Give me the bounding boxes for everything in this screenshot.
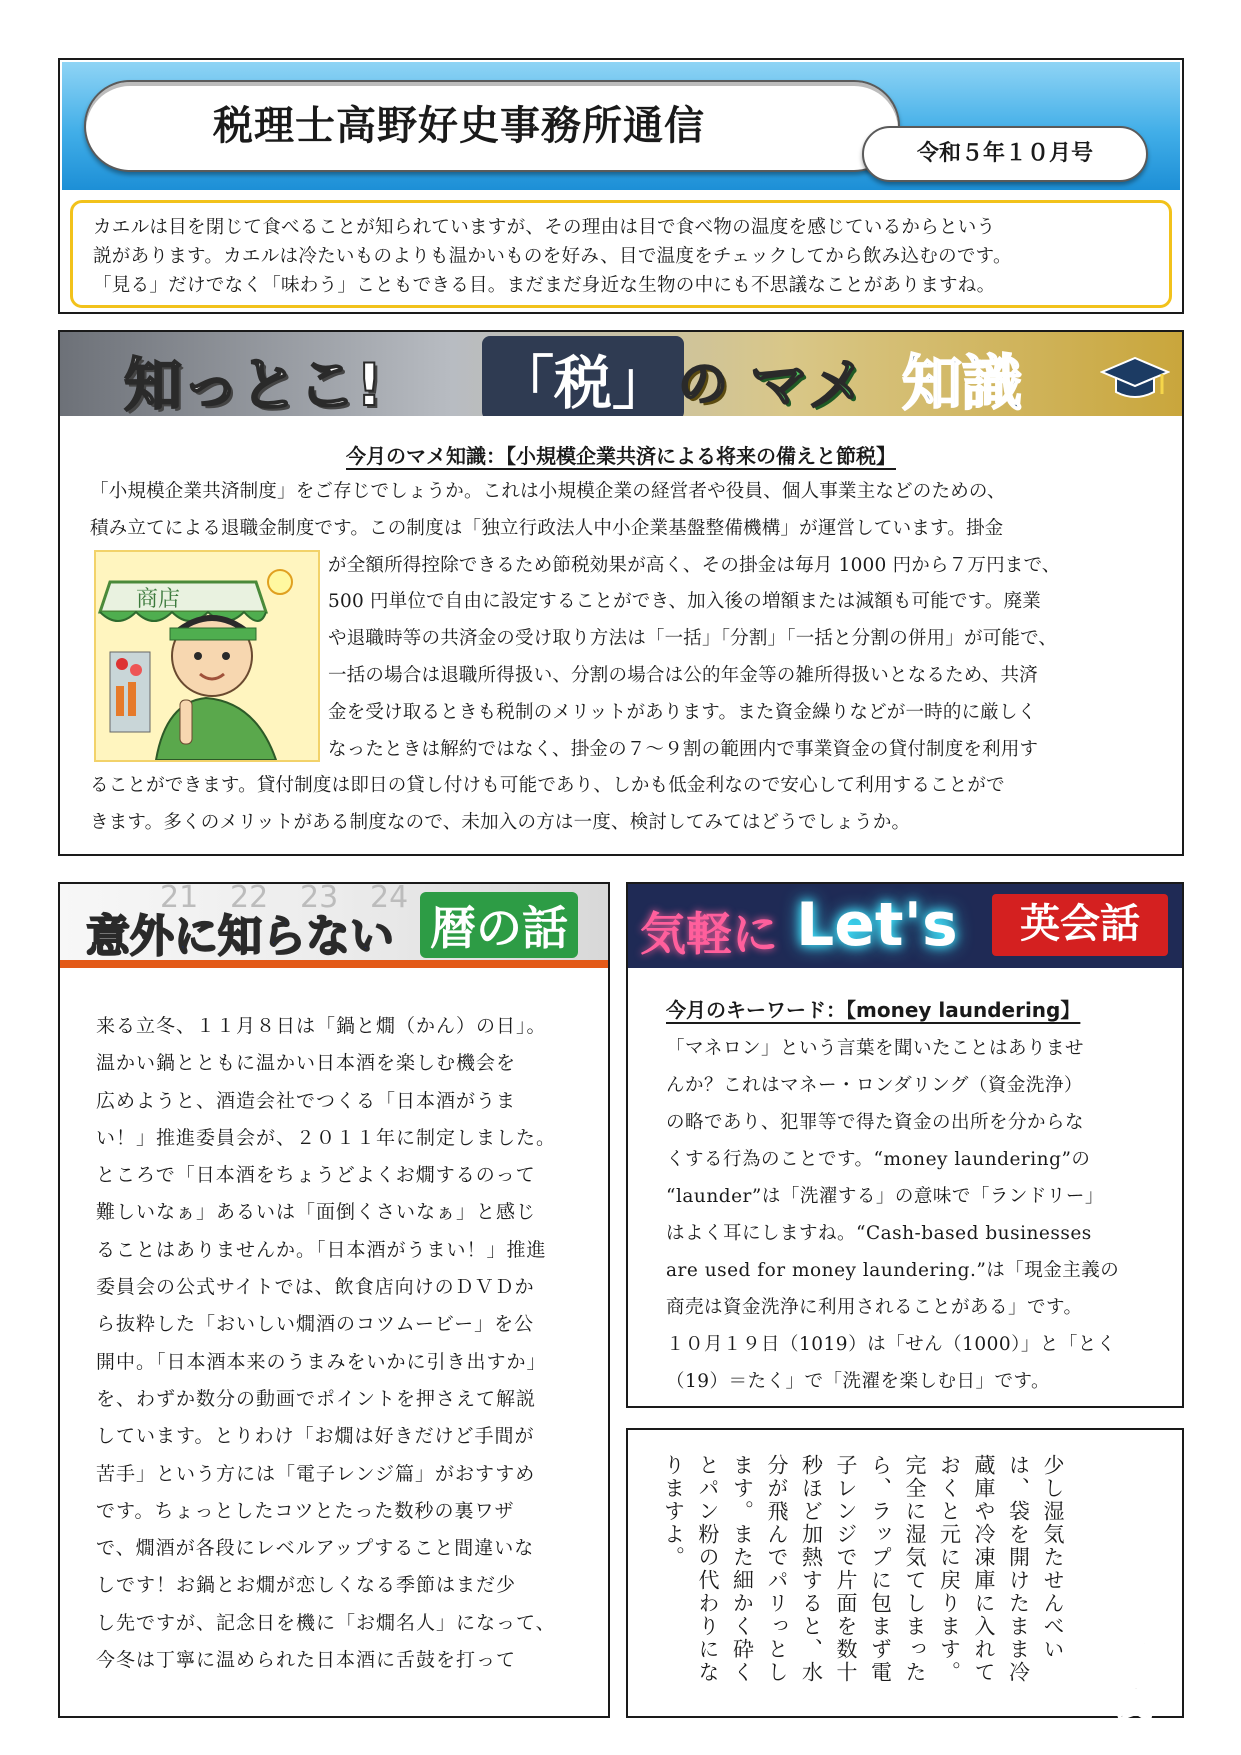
tips-body bbox=[650, 1454, 1070, 1704]
english-line: くする行為のことです。“money laundering”の bbox=[666, 1149, 1091, 1170]
english-banner-text: 英会話 bbox=[992, 894, 1168, 956]
calendar-line: ることはありませんか。「日本酒がうまい！」推進 bbox=[96, 1238, 547, 1261]
calendar-number: 24 bbox=[370, 880, 409, 915]
calendar-body bbox=[96, 1008, 586, 1679]
english-banner-text: Let's bbox=[796, 890, 958, 960]
english-line: １０月１９日（1019）は「せん（1000）」と「とく bbox=[666, 1334, 1116, 1355]
tips-badge-char: 知 bbox=[1108, 1577, 1152, 1628]
tax-heading: 今月のマメ知識：【小規模企業共済による将来の備えと節税】 bbox=[346, 444, 896, 468]
tips-column: 秒ほど加熱すると、水 bbox=[799, 1454, 824, 1684]
tips-badge-char: 袋 bbox=[1108, 1675, 1152, 1726]
tips-column: とパン粉の代わりにな bbox=[696, 1454, 720, 1684]
tax-banner-text: 「税」 bbox=[482, 336, 684, 416]
english-line: are used for money laundering.”は「現金主義の bbox=[666, 1260, 1120, 1281]
tax-line: 一括の場合は退職所得扱い、分割の場合は公的年金等の雑所得扱いとなるため、共済 bbox=[328, 664, 1038, 686]
tips-column: 蔵庫や冷凍庫に入れて bbox=[972, 1454, 996, 1684]
header-band bbox=[62, 62, 1180, 190]
intro-line: 説があります。カエルは冷たいものよりも温かいものを好み、目で温度をチェックしてから飲み込むのです。 bbox=[93, 246, 1012, 267]
tax-knowledge-section bbox=[58, 330, 1184, 856]
calendar-banner bbox=[60, 880, 608, 968]
calendar-line: 難しいなぁ」あるいは「面倒くさいなぁ」と感じ bbox=[96, 1201, 537, 1224]
calendar-banner-title: 意外に知らない bbox=[86, 911, 394, 962]
calendar-line: ところで「日本酒をちょうどよくお燗するのって bbox=[96, 1164, 536, 1187]
title-box bbox=[84, 80, 900, 172]
calendar-line: 広めようと、酒造会社でつくる「日本酒がうま bbox=[96, 1089, 517, 1112]
calendar-section bbox=[58, 882, 610, 1718]
tips-column: おくと元に戻ります。 bbox=[937, 1454, 962, 1684]
tax-banner-text: 知っとこ! bbox=[124, 351, 383, 416]
calendar-banner-subtitle: 暦の話 bbox=[420, 892, 578, 958]
graduation-cap-icon bbox=[1100, 346, 1170, 406]
intro-line: 「見る」だけでなく「味わう」こともできる目。まだまだ身近な生物の中にも不思議なことがありますね。 bbox=[93, 275, 996, 296]
calendar-line: 温かい鍋とともに温かい日本酒を楽しむ機会を bbox=[96, 1052, 517, 1075]
tax-line: 金を受け取るときも税制のメリットがあります。また資金繰りなどが一時的に厳しく bbox=[328, 701, 1037, 723]
tax-line: が全額所得控除できるため節税効果が高く、その掛金は毎月 1000 円から７万円まで、 bbox=[328, 554, 1061, 576]
calendar-line: 委員会の公式サイトでは、飲食店向けのＤＶＤか bbox=[96, 1276, 535, 1299]
calendar-line: で、燗酒が各段にレベルアップすること間違いな bbox=[96, 1537, 535, 1560]
calendar-line: ら抜粋した「おいしい燗酒のコツムービー」を公 bbox=[96, 1313, 535, 1336]
english-section bbox=[626, 882, 1184, 1408]
tips-column: 完全に湿気てしまった bbox=[903, 1454, 927, 1684]
calendar-line: しです！お鍋とお燗が恋しくなる季節はまだ少 bbox=[96, 1574, 517, 1597]
tips-column: 少し湿気たせんべい bbox=[1041, 1454, 1065, 1661]
english-line: 商売は資金洗浄に利用されることがある」です。 bbox=[666, 1297, 1083, 1318]
tips-column: 子レンジで片面を数十 bbox=[834, 1454, 858, 1684]
calendar-line: 今冬は丁寧に温められた日本酒に舌鼓を打って bbox=[96, 1649, 517, 1672]
english-line: 「マネロン」という言葉を聞いたことはありませ bbox=[666, 1038, 1085, 1059]
tips-badge-char: っ bbox=[1148, 1472, 1172, 1500]
english-line: はよく耳にしますね。“Cash-based businesses bbox=[666, 1223, 1092, 1244]
shopkeeper-illustration bbox=[94, 550, 320, 762]
tax-line: 「小規模企業共済制度」をご存じでしょうか。これは小規模企業の経営者や役員、個人事業主などのための、 bbox=[90, 481, 1006, 502]
tips-badge-char: 恵 bbox=[1108, 1627, 1152, 1678]
tips-badge-char: る bbox=[1096, 1533, 1125, 1566]
intro-line: カエルは目を閉じて食べることが知られていますが、その理由は目で食べ物の温度を感じているからという bbox=[93, 217, 996, 238]
calendar-line: し先ですが、記念日を機に「お燗名人」になって、 bbox=[96, 1611, 556, 1634]
tips-column: は、袋を開けたまま冷 bbox=[1006, 1454, 1031, 1684]
english-body bbox=[666, 1030, 1166, 1400]
tax-line: 積み立てによる退職金制度です。この制度は「独立行政法人中小企業基盤整備機構」が運営しています。掛金 bbox=[90, 517, 1004, 539]
tax-banner bbox=[60, 332, 1182, 416]
calendar-line: 来る立冬、１１月８日は「鍋と燗（かん）の日」。 bbox=[96, 1015, 547, 1037]
english-line: “launder”は「洗濯する」の意味で「ランドリー」 bbox=[666, 1186, 1104, 1207]
tips-column: ます。また細かく砕く bbox=[730, 1454, 755, 1684]
lightbulb-icon bbox=[268, 570, 292, 594]
newsletter-title: 税理士高野好史事務所通信 bbox=[213, 103, 705, 149]
tips-section bbox=[626, 1428, 1184, 1726]
calendar-line: を、わずか数分の動画でポイントを押さえて解説 bbox=[96, 1387, 537, 1410]
calendar-line: 苦手」という方には「電子レンジ篇」がおすすめ bbox=[96, 1462, 536, 1485]
issue-badge: 令和５年１０月号 bbox=[862, 126, 1148, 182]
newsletter-header bbox=[58, 58, 1184, 314]
english-line: （19）＝たく」で「洗濯を楽しむ日」です。 bbox=[666, 1371, 1051, 1392]
calendar-line: い！」推進委員会が、２０１１年に制定しました。 bbox=[96, 1126, 557, 1149]
tax-line: 500 円単位で自由に設定することができ、加入後の増額または減額も可能です。廃業 bbox=[328, 591, 1041, 613]
tax-line: きます。多くのメリットがある制度なので、未加入の方は一度、検討してみてはどうでしょうか。 bbox=[90, 812, 911, 834]
tips-badge-char: 知 bbox=[1126, 1444, 1156, 1479]
intro-box bbox=[70, 200, 1172, 308]
english-banner bbox=[628, 884, 1182, 968]
calendar-number: 22 bbox=[230, 880, 269, 915]
tips-badge-char: す bbox=[1096, 1501, 1125, 1534]
calendar-line: です。ちょっとしたコツとたった数秒の裏ワザ bbox=[96, 1499, 515, 1522]
english-line: んか？これはマネー・ロンダリング（資金洗浄） bbox=[666, 1075, 1083, 1096]
tips-badge bbox=[1086, 1436, 1178, 1726]
tips-badge-char: て bbox=[1144, 1496, 1171, 1526]
calendar-line: しています。とりわけ「お燗は好きだけど手間が bbox=[96, 1425, 535, 1448]
tips-column: ら、ラップに包まず電 bbox=[868, 1454, 893, 1684]
tips-column: 分が飛んでパリっとし bbox=[765, 1454, 789, 1684]
tips-badge-char: 得 bbox=[1092, 1466, 1125, 1504]
tax-line: や退職時等の共済金の受け取り方法は「一括」「分割」「一括と分割の併用」が可能で、 bbox=[328, 628, 1058, 650]
calendar-number: 23 bbox=[300, 880, 339, 915]
tax-banner-text: 知識 bbox=[902, 349, 1022, 416]
english-line: の略であり、犯罪等で得た資金の出所を分からな bbox=[666, 1112, 1085, 1133]
english-banner-text: 気軽に bbox=[640, 907, 778, 961]
tax-banner-text: マメ bbox=[750, 351, 867, 416]
tax-line: ることができます。貸付制度は即日の貸し付けも可能であり、しかも低金利なので安心して利用することがで bbox=[90, 775, 1005, 797]
tax-banner-text: の bbox=[678, 355, 728, 413]
calendar-number: 21 bbox=[160, 880, 199, 915]
english-heading: 今月のキーワード：【money laundering】 bbox=[666, 998, 1081, 1022]
shop-sign-text: 商店 bbox=[136, 587, 181, 612]
tax-line: なったときは解約ではなく、掛金の７～９割の範囲内で事業資金の貸付制度を利用す bbox=[328, 738, 1039, 760]
tips-column: りますよ。 bbox=[661, 1454, 686, 1569]
calendar-line: 開中。「日本酒本来のうまみをいかに引き出すか」 bbox=[96, 1350, 547, 1373]
shopkeeper-image bbox=[96, 552, 318, 760]
